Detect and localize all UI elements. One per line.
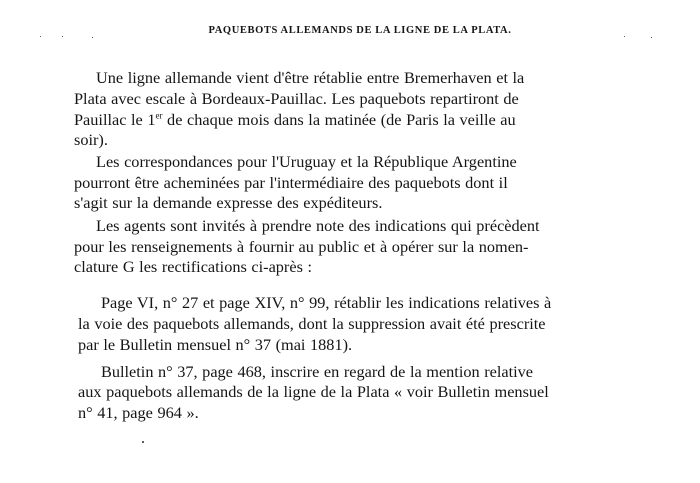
paragraph-3-line-3: clature G les rectifications ci-après : <box>74 257 313 276</box>
paragraph-1-line-3-start: Pauillac le 1 <box>74 110 156 129</box>
paragraph-1-line-3-end: de chaque mois dans la matinée (de Paris la veille au <box>162 110 516 129</box>
paragraph-1-line-3 <box>74 110 516 130</box>
scan-speck <box>92 37 93 38</box>
scan-speck <box>624 36 625 37</box>
paragraph-2-line-1: Les correspondances pour l'Uruguay et la République Argentine <box>96 152 517 171</box>
scan-speck <box>62 36 63 37</box>
paragraph-4-line-1: Page VI, n° 27 et page XIV, n° 99, rétablir les indications relatives à <box>101 293 552 312</box>
paragraph-5-line-1: Bulletin n° 37, page 468, inscrire en regard de la mention relative <box>101 362 534 381</box>
paragraph-1-line-1: Une ligne allemande vient d'être rétablie entre Bremerhaven et la <box>96 68 525 87</box>
paragraph-3-line-2: pour les renseignements à fournir au public et à opérer sur la nomen- <box>74 237 529 256</box>
scan-speck <box>651 37 652 38</box>
paragraph-4-line-2: la voie des paquebots allemands, dont la suppression avait été prescrite <box>78 314 546 333</box>
scan-speck <box>142 441 144 443</box>
paragraph-1-line-2: Plata avec escale à Bordeaux-Pauillac. Les paquebots repartiront de <box>74 89 519 108</box>
paragraph-2-line-2: pourront être acheminées par l'intermédiaire des paquebots dont il <box>74 173 508 192</box>
page-header-title: PAQUEBOTS ALLEMANDS DE LA LIGNE DE LA PLATA. <box>208 25 512 36</box>
paragraph-5-line-3: n° 41, page 964 ». <box>78 403 199 422</box>
paragraph-4-line-3: par le Bulletin mensuel n° 37 (mai 1881). <box>78 335 353 354</box>
ordinal-superscript: er <box>155 110 163 121</box>
paragraph-3-line-1: Les agents sont invités à prendre note des indications qui précèdent <box>96 216 540 235</box>
paragraph-5-line-2: aux paquebots allemands de la ligne de la Plata « voir Bulletin mensuel <box>78 382 549 401</box>
scan-speck <box>40 36 41 37</box>
paragraph-1-line-4: soir). <box>74 130 108 149</box>
paragraph-2-line-3: s'agit sur la demande expresse des expéditeurs. <box>74 193 383 212</box>
